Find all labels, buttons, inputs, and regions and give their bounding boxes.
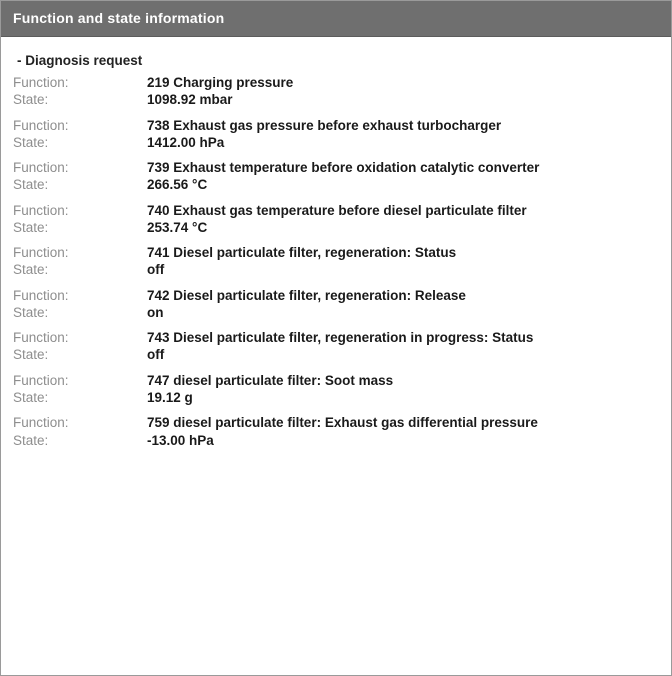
table-row: [13, 244, 659, 261]
table-row: [13, 414, 659, 431]
function-label: Function:: [13, 245, 69, 261]
function-label: Function:: [13, 117, 69, 133]
function-value: 739 Exhaust temperature before oxidation catalytic converter: [147, 160, 540, 176]
state-value: off: [147, 347, 165, 363]
function-value: 740 Exhaust gas temperature before diesel particulate filter: [147, 202, 527, 218]
function-label: Function:: [13, 330, 69, 346]
state-label: State:: [13, 177, 49, 193]
state-value: 1098.92 mbar: [147, 92, 233, 108]
spacer-cell: [13, 321, 147, 329]
function-value: 759 diesel particulate filter: Exhaust gas differential pressure: [147, 415, 538, 431]
row-spacer: [13, 406, 659, 414]
row-spacer: [13, 151, 659, 159]
function-value: 747 diesel particulate filter: Soot mass: [147, 372, 394, 388]
table-row: [13, 329, 659, 346]
state-label: State:: [13, 304, 49, 320]
table-row: [13, 389, 659, 406]
state-label: State:: [13, 219, 49, 235]
spacer-cell: [147, 406, 659, 414]
function-label: Function:: [13, 287, 69, 303]
function-state-rows: [13, 74, 659, 449]
table-row: [13, 287, 659, 304]
state-value: 1412.00 hPa: [147, 134, 225, 150]
spacer-cell: [13, 279, 147, 287]
state-label: State:: [13, 432, 49, 448]
row-spacer: [13, 321, 659, 329]
row-spacer: [13, 109, 659, 117]
function-label: Function:: [13, 75, 69, 90]
spacer-cell: [147, 151, 659, 159]
state-label: State:: [13, 347, 49, 363]
state-label: State:: [13, 92, 49, 108]
function-value: 219 Charging pressure: [147, 75, 294, 90]
spacer-cell: [13, 194, 147, 202]
table-row: [13, 91, 659, 108]
section-heading: - Diagnosis request: [17, 53, 143, 68]
function-value: 741 Diesel particulate filter, regeneration: Status: [147, 245, 457, 261]
state-label: State:: [13, 134, 49, 150]
function-label: Function:: [13, 415, 69, 431]
spacer-cell: [147, 279, 659, 287]
state-label: State:: [13, 262, 49, 278]
spacer-cell: [13, 406, 147, 414]
state-value: 266.56 °C: [147, 177, 208, 193]
spacer-cell: [147, 109, 659, 117]
table-row: [13, 134, 659, 151]
row-spacer: [13, 236, 659, 244]
spacer-cell: [13, 364, 147, 372]
state-value: on: [147, 304, 164, 320]
table-row: [13, 432, 659, 449]
function-state-table: [13, 74, 659, 449]
spacer-cell: [147, 321, 659, 329]
state-label: State:: [13, 389, 49, 405]
function-label: Function:: [13, 372, 69, 388]
spacer-cell: [13, 151, 147, 159]
table-row: [13, 346, 659, 363]
table-row: [13, 176, 659, 193]
row-spacer: [13, 194, 659, 202]
row-spacer: [13, 279, 659, 287]
window-title: Function and state information: [1, 1, 671, 37]
spacer-cell: [13, 236, 147, 244]
spacer-cell: [147, 194, 659, 202]
state-value: off: [147, 262, 165, 278]
spacer-cell: [147, 236, 659, 244]
function-value: 742 Diesel particulate filter, regeneration: Release: [147, 287, 466, 303]
panel-content: [1, 37, 671, 675]
state-value: 253.74 °C: [147, 219, 208, 235]
function-value: 743 Diesel particulate filter, regeneration in progress: Status: [147, 330, 534, 346]
spacer-cell: [147, 364, 659, 372]
table-row: [13, 159, 659, 176]
table-row: [13, 219, 659, 236]
state-value: -13.00 hPa: [147, 432, 214, 448]
state-value: 19.12 g: [147, 389, 193, 405]
table-row: [13, 261, 659, 278]
spacer-cell: [13, 109, 147, 117]
function-label: Function:: [13, 202, 69, 218]
table-row: [13, 117, 659, 134]
table-row: [13, 304, 659, 321]
function-label: Function:: [13, 160, 69, 176]
row-spacer: [13, 364, 659, 372]
table-row: [13, 372, 659, 389]
table-row: [13, 202, 659, 219]
table-row: [13, 74, 659, 91]
function-value: 738 Exhaust gas pressure before exhaust turbocharger: [147, 117, 502, 133]
